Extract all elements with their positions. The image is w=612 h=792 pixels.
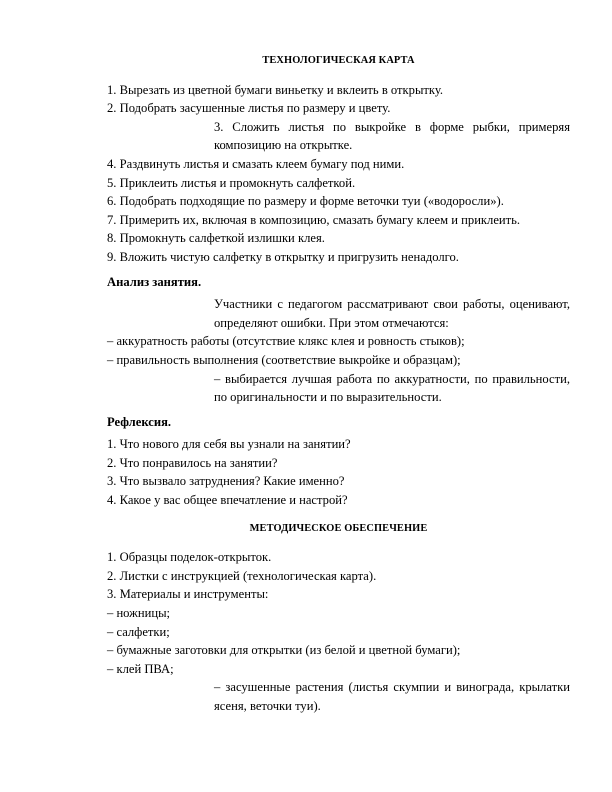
analysis-point: – правильность выполнения (соответствие выкройке и образцам); bbox=[107, 352, 461, 367]
reflection-question: 1. Что нового для себя вы узнали на занятии? bbox=[107, 437, 351, 452]
step-item: 2. Подобрать засушенные листья по размеру и цвету. bbox=[107, 101, 391, 116]
step-item: 3. Сложить листья по выкройке в форме рыбки, примеряя композицию на открытке. bbox=[214, 119, 570, 153]
document-page bbox=[107, 52, 570, 716]
analysis-point: – аккуратность работы (отсутствие клякс клея и ровность стыков); bbox=[107, 334, 465, 349]
methodical-item: 2. Листки с инструкцией (технологическая карта). bbox=[107, 568, 377, 583]
reflection-questions bbox=[107, 435, 570, 509]
methodical-item: – ножницы; bbox=[107, 606, 171, 621]
analysis-title: Анализ занятия. bbox=[107, 274, 202, 289]
step-item: 5. Приклеить листья и промокнуть салфеткой. bbox=[107, 175, 356, 190]
tech-card-title: ТЕХНОЛОГИЧЕСКАЯ КАРТА bbox=[262, 55, 415, 66]
analysis-point: – выбирается лучшая работа по аккуратности, по правильности, по оригинальности и по выразительности. bbox=[214, 371, 570, 405]
methodical-items bbox=[107, 548, 570, 715]
methodical-item: 3. Материалы и инструменты: bbox=[107, 587, 269, 602]
reflection-question: 4. Какое у вас общее впечатление и настрой? bbox=[107, 493, 348, 508]
methodical-item: – бумажные заготовки для открытки (из белой и цветной бумаги); bbox=[107, 643, 461, 658]
analysis-section bbox=[107, 295, 570, 407]
methodical-item: – салфетки; bbox=[107, 624, 170, 639]
reflection-question: 3. Что вызвало затруднения? Какие именно? bbox=[107, 474, 345, 489]
step-item: 6. Подобрать подходящие по размеру и форме веточки туи («водоросли»). bbox=[107, 194, 504, 209]
reflection-question: 2. Что понравилось на занятии? bbox=[107, 455, 278, 470]
step-item: 1. Вырезать из цветной бумаги виньетку и вклеить в открытку. bbox=[107, 82, 444, 97]
tech-card-steps bbox=[107, 81, 570, 267]
step-item: 4. Раздвинуть листья и смазать клеем бумагу под ними. bbox=[107, 156, 405, 171]
reflection-title: Рефлексия. bbox=[107, 414, 172, 429]
methodical-title: МЕТОДИЧЕСКОЕ ОБЕСПЕЧЕНИЕ bbox=[249, 522, 428, 534]
methodical-item: – клей ПВА; bbox=[107, 661, 174, 676]
methodical-item: – засушенные растения (листья скумпии и винограда, крылатки ясеня, веточки туи). bbox=[214, 680, 570, 713]
methodical-item: 1. Образцы поделок-открыток. bbox=[107, 550, 272, 565]
analysis-intro: Участники с педагогом рассматривают свои работы, оценивают, определяют ошибки. При этом отмечаются: bbox=[214, 297, 570, 330]
step-item: 8. Промокнуть салфеткой излишки клея. bbox=[107, 231, 325, 246]
step-item: 7. Примерить их, включая в композицию, смазать бумагу клеем и приклеить. bbox=[107, 212, 521, 227]
step-item: 9. Вложить чистую салфетку в открытку и пригрузить ненадолго. bbox=[107, 249, 459, 264]
